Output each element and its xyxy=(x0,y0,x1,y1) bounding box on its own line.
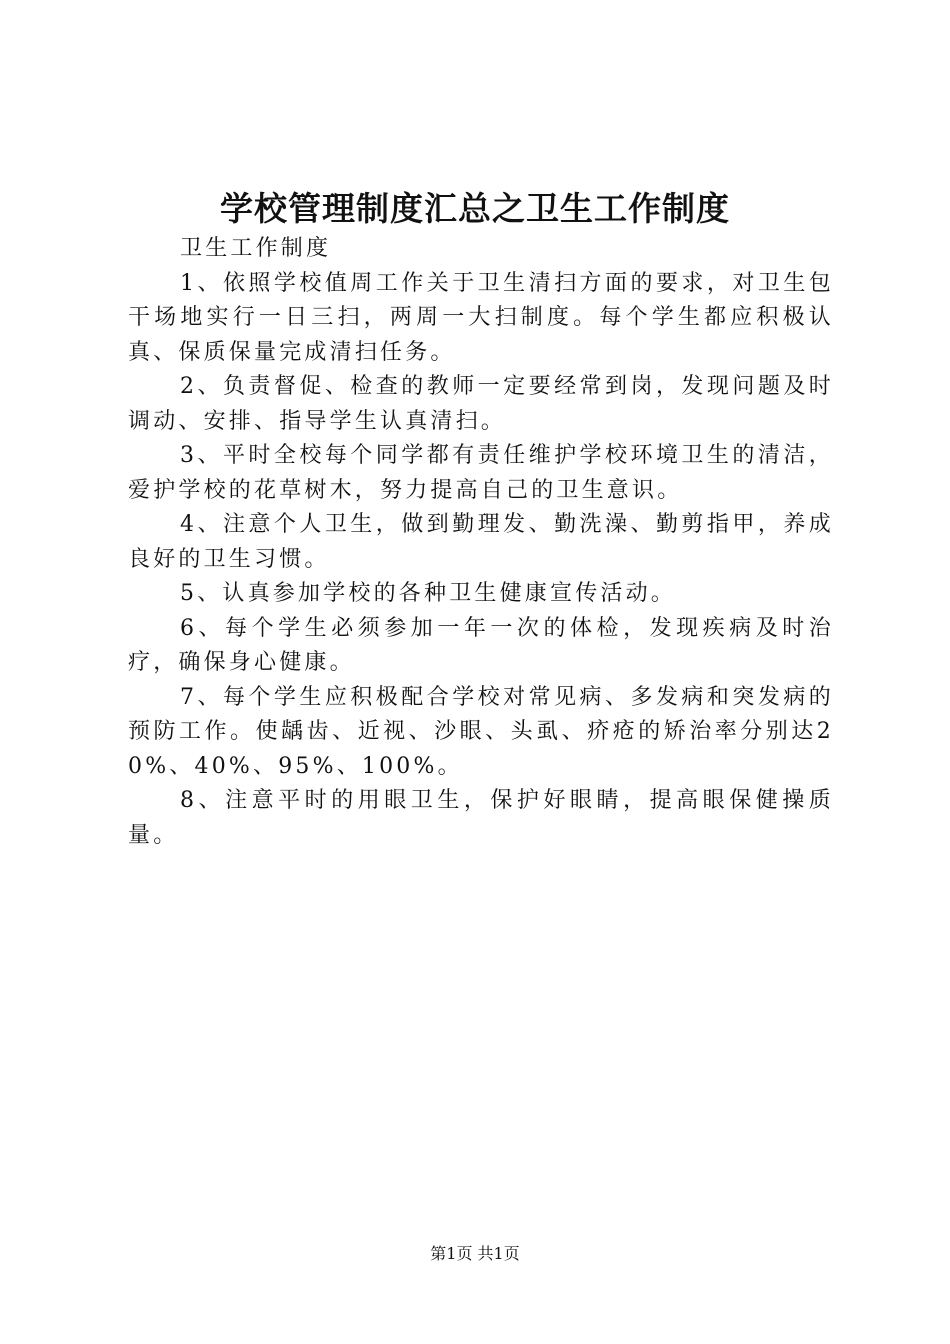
paragraph-item-6: 6、每个学生必须参加一年一次的体检，发现疾病及时治疗，确保身心健康。 xyxy=(128,615,834,675)
paragraph-item-7: 7、每个学生应积极配合学校对常见病、多发病和突发病的预防工作。使龋齿、近视、沙眼、头虱、疥疮的矫治率分别达20%、40%、95%、100%。 xyxy=(128,684,834,779)
paragraph-item-5: 5、认真参加学校的各种卫生健康宣传活动。 xyxy=(180,581,676,606)
paragraph-item-2: 2、负责督促、检查的教师一定要经常到岗，发现问题及时调动、安排、指导学生认真清扫。 xyxy=(128,374,834,434)
paragraph-item-8: 8、注意平时的用眼卫生，保护好眼睛，提高眼保健操质量。 xyxy=(128,788,834,848)
paragraph-item-3: 3、平时全校每个同学都有责任维护学校环境卫生的清洁，爱护学校的花草树木，努力提高自己的卫生意识。 xyxy=(128,443,834,503)
paragraph-heading: 卫生工作制度 xyxy=(180,236,332,261)
page-number-footer: 第1页 共1页 xyxy=(430,1244,520,1263)
document-title: 学校管理制度汇总之卫生工作制度 xyxy=(220,189,730,228)
paragraph-item-4: 4、注意个人卫生，做到勤理发、勤洗澡、勤剪指甲，养成良好的卫生习惯。 xyxy=(128,512,834,572)
paragraph-item-1: 1、依照学校值周工作关于卫生清扫方面的要求，对卫生包干场地实行一日三扫，两周一大扫制度。每个学生都应积极认真、保质保量完成清扫任务。 xyxy=(128,270,834,365)
document-body xyxy=(128,232,834,853)
